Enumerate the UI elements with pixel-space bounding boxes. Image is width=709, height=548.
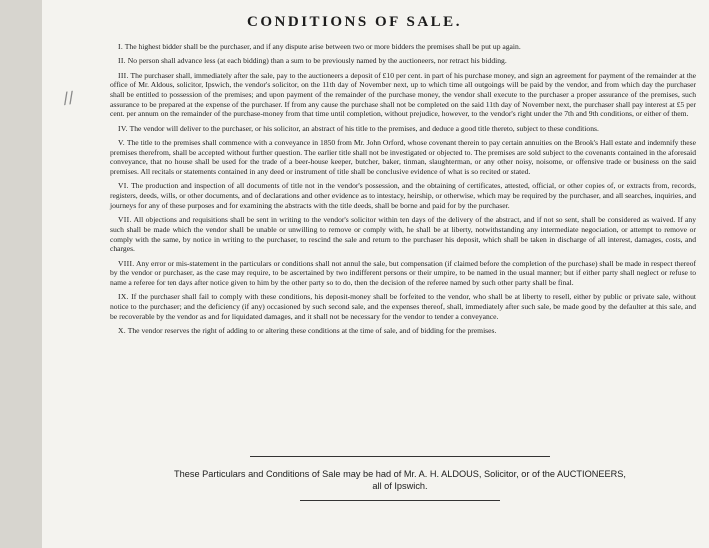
condition-6: VI. The production and inspection of all documents of title not in the vendor's possession, and the obtaining of certificates, attested, official, or other copies of, or extracts from, records, registers, deeds, wills, or other documents, and of declarations and other evidence as to intestacy, heirship, or otherwise, which may be required by the purchaser, and all searches, inquiries, and journeys for any of these purposes and for examining the abstracts with the title deeds, shall be borne and paid for by the purchaser. — [110, 181, 696, 210]
condition-9: IX. If the purchaser shall fail to comply with these conditions, his deposit-money shall be forfeited to the vendor, who shall be at liberty to resell, either by public or private sale, without notice to the purchaser; and the deficiency (if any) occasioned by such second sale, and the expenses thereof, shall, immediately after such sale, be made good by the defaulter at this sale, and be recoverable by the vendor as and for liquidated damages, and it shall not be necessary for the vendor to tender a conveyance. — [110, 292, 696, 321]
scan-margin — [0, 0, 42, 548]
condition-7: VII. All objections and requisitions shall be sent in writing to the vendor's solicitor within ten days of the delivery of the abstract, and if not so sent, shall be considered as waived. If any such shall be made which the vendor shall be unable or unwilling to remove or comply with, he shall be at liberty, notwithstanding any intermediate negociation, or attempt to remove or comply with the same, by notice in writing to the purchaser, to rescind the sale and return to the purchaser his deposit, which shall be taken in discharge of all interest, damages, costs, and charges. — [110, 215, 696, 254]
condition-3: III. The purchaser shall, immediately after the sale, pay to the auctioneers a deposit of £10 per cent. in part of his purchase money, and sign an agreement for payment of the remainder at the office of Mr. Aldous, solicitor, Ipswich, the vendor's solicitor, on the 11th day of November next, up to which time all outgoings will be paid by the vendor, and from which day the purchaser shall be entitled to possession of the premises; and upon payment of the remainder of the purchase money, the vendor shall execute to the purchaser a proper assurance of the premises, such assurance to be prepared at the expense of the purchaser. If from any cause the purchase shall not be completed on the said 11th day of November next, the purchaser shall pay interest at £5 per cent. per annum on the remainder of the purchase-money from that time until completion, without prejudice, however, to the vendor's right under the 7th and 9th conditions, or either of them. — [110, 70, 696, 119]
condition-5: V. The title to the premises shall commence with a conveyance in 1850 from Mr. John Orford, whose covenant therein to pay certain annuities on the Brook's Hall estate and indemnify these premises therefrom, shall be accepted without further question. The earlier title shall not be investigated or objected to. The premises are sold subject to the covenants contained in the aforesaid conveyance, that no house shall be used for the trade of a beer-house keeper, butcher, baker, tinman, slaughterman, or any other noisy, noisome, or offensive trade or business on the said premises. All recitals or statements contained in any deed or instrument of title shall be conclusive evidence of what is so recited or stated. — [110, 138, 696, 177]
condition-4: IV. The vendor will deliver to the purchaser, or his solicitor, an abstract of his title to the premises, and deduce a good title thereto, subject to these conditions. — [118, 123, 599, 133]
footer-note — [90, 468, 709, 492]
margin-pencil-mark: // — [61, 87, 76, 108]
condition-2: II. No person shall advance less (at each bidding) than a sum to be previously named by the auctioneers, nor retract his bidding. — [118, 56, 507, 66]
footer-line-1: These Particulars and Conditions of Sale may be had of Mr. A. H. ALDOUS, Solicitor, or of the AUCTIONEERS, — [174, 469, 626, 479]
condition-1: I. The highest bidder shall be the purchaser, and if any dispute arise between two or more bidders the premises shall be put up again. — [118, 42, 521, 51]
condition-10: X. The vendor reserves the right of adding to or altering these conditions at the time of sale, and of bidding for the premises. — [118, 325, 497, 335]
footer-divider-top — [250, 456, 550, 457]
footer-line-2: all of Ipswich. — [372, 481, 428, 491]
conditions-list — [110, 42, 696, 340]
document-title: CONDITIONS OF SALE. — [247, 14, 462, 30]
footer-divider-bottom — [300, 500, 500, 501]
condition-8: VIII. Any error or mis-statement in the particulars or conditions shall not annul the sale, but compensation (if claimed before the completion of the purchase) shall be made in respect thereof by the vendor or purchaser, as the case may require, to be ascertained by two indifferent persons or their umpire, to be named in the usual manner; but if either party shall neglect or refuse to name a referee for ten days after notice given to him by the other party so to do, then the decision of the referee named by such other party shall be final. — [110, 258, 696, 287]
